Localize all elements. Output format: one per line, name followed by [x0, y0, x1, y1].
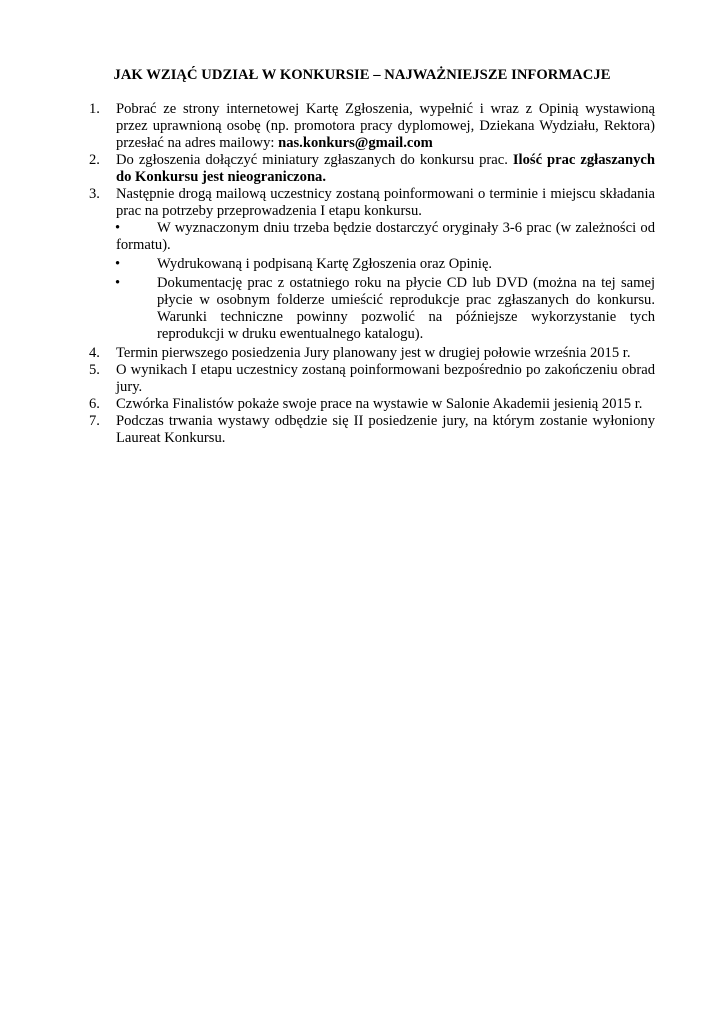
list-item-4: [89, 345, 655, 362]
item-text: [116, 101, 655, 152]
list-item-7: [89, 413, 655, 447]
email-address: nas.konkurs@gmail.com: [278, 135, 433, 151]
list-item-6: [89, 396, 655, 413]
item-number: 1.: [89, 101, 100, 117]
item-number: 2.: [89, 152, 100, 168]
list-item-2: [89, 152, 655, 186]
item-number: 4.: [89, 345, 100, 361]
item-number: 7.: [89, 413, 100, 429]
sub-bullet-text: Dokumentację prac z ostatniego roku na płycie CD lub DVD (można na tej samej płycie w osobnym folderze umieścić reprodukcje prac zgłaszanych do konkursu. Warunki techniczne powinny pozwolić na późniejsze wykorzystanie tych reprodukcji w druku ewentualnego katalogu).: [157, 275, 655, 342]
bullet-marker: •: [115, 220, 121, 236]
list-item-5: [89, 362, 655, 396]
item-number: 6.: [89, 396, 100, 412]
bullet-marker: •: [115, 256, 121, 272]
sub-bullet-item: [116, 220, 655, 254]
item-number: 3.: [89, 186, 100, 202]
sub-bullet-item: [116, 256, 655, 273]
item-text-body: Do zgłoszenia dołączyć miniatury zgłaszanych do konkursu prac.: [116, 152, 513, 168]
sub-bullet-text: W wyznaczonym dniu trzeba będzie dostarczyć oryginały 3-6 prac (w zależności od formatu).: [116, 220, 655, 253]
item-text: [116, 152, 655, 186]
page-title: JAK WZIĄĆ UDZIAŁ W KONKURSIE – NAJWAŻNIEJSZE INFORMACJE: [113, 67, 611, 83]
item-text-body: Pobrać ze strony internetowej Kartę Zgłoszenia, wypełnić i wraz z Opinią wystawioną przez uprawnioną osobę (np. promotora pracy dyplomowej, Dziekana Wydziału, Rektora) przesłać na adres mailowy:: [116, 101, 655, 151]
item-text-bold: Ilość prac zgłaszanych do Konkursu jest nieograniczona.: [116, 152, 655, 185]
list-item-3: [89, 186, 655, 343]
sub-bullet-list: [116, 220, 655, 343]
item-number: 5.: [89, 362, 100, 378]
sub-bullet-item: [116, 275, 655, 343]
item-text: Czwórka Finalistów pokaże swoje prace na wystawie w Salonie Akademii jesienią 2015 r.: [116, 396, 643, 412]
item-text: Następnie drogą mailową uczestnicy zostaną poinformowani o terminie i miejscu składania prac na potrzeby przeprowadzenia I etapu konkursu.: [116, 186, 655, 219]
bullet-marker: •: [115, 275, 121, 291]
sub-bullet-text: Wydrukowaną i podpisaną Kartę Zgłoszenia oraz Opinię.: [157, 256, 493, 272]
item-text: Podczas trwania wystawy odbędzie się II posiedzenie jury, na którym zostanie wyłoniony Laureat Konkursu.: [116, 413, 655, 446]
item-text: O wynikach I etapu uczestnicy zostaną poinformowani bezpośrednio po zakończeniu obrad jury.: [116, 362, 655, 395]
list-item-1: [89, 101, 655, 152]
item-text: Termin pierwszego posiedzenia Jury planowany jest w drugiej połowie września 2015 r.: [116, 345, 631, 361]
instructions-list: [89, 101, 655, 447]
